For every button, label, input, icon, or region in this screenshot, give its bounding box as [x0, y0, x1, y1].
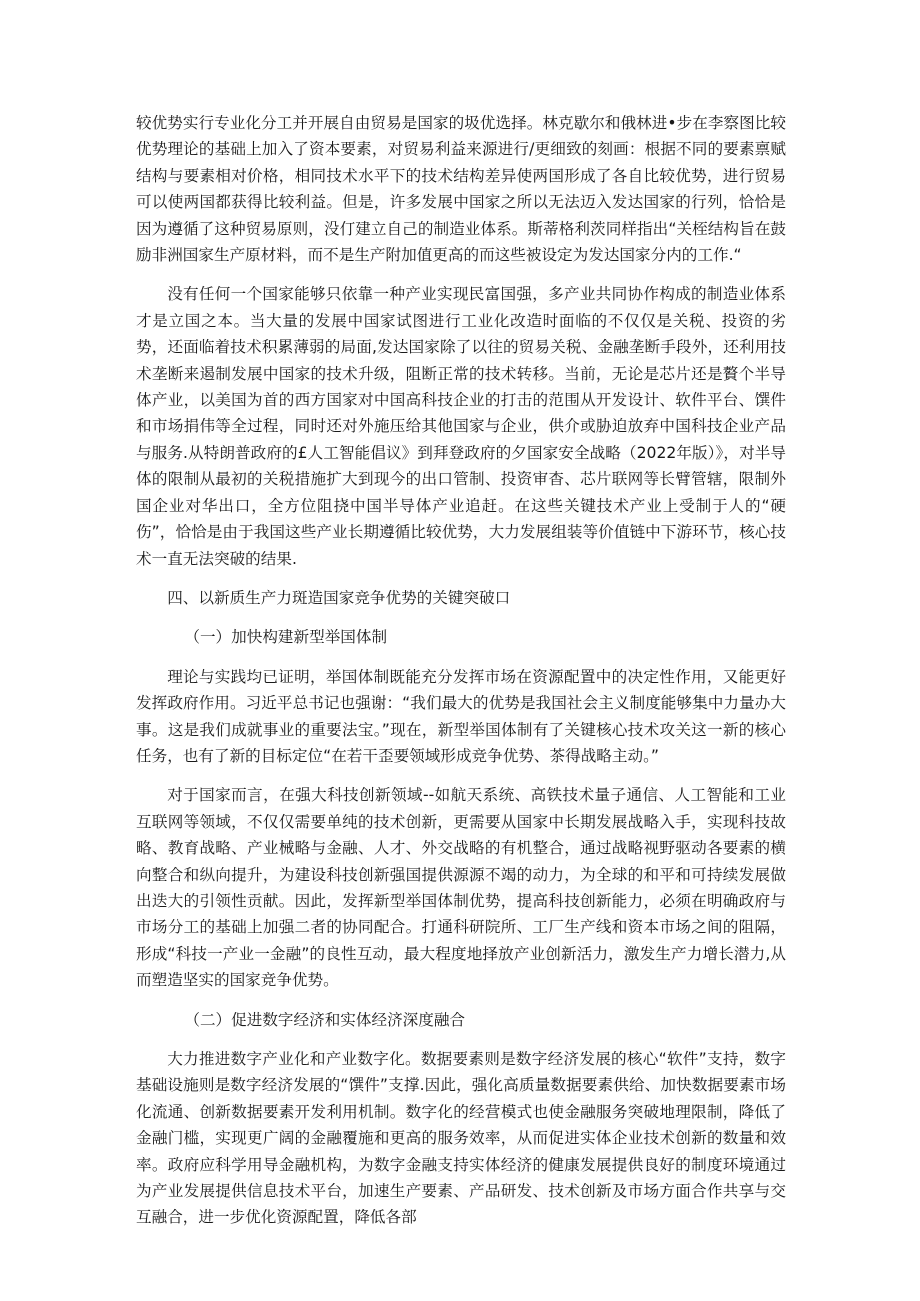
paragraph-comparative-advantage: 较优势实行专业化分工并开展自由贸易是国家的圾优选择。林克歇尔和俄林进•步在李察图比较优势理论的基础上加入了资本要素，对贸易利益来源进行/更细致的刻画：根据不同的要素禀赋结构与要素相对价格，相同技术水平下的技术结构差异使两国形成了各自比较优势，进行贸易可以使两国都获得比较利益。但是，许多发展中国家之所以无法迈入发达国家的行列，恰恰是因为遵循了这种贸易原则，没仃建立自己的制造业体系。斯蒂格利茨同样指出“关桎结构旨在鼓励非洲国家生产原材料，而不是生产附加值更高的而这些被设定为发达国家分内的工作.“: [136, 114, 786, 265]
section-heading-4: 四、以新质生产力斑造国家竞争优势的关键突破口: [167, 588, 511, 607]
subsection-heading-1: （一）加快构建新型举国体制: [184, 628, 388, 647]
paragraph-tech-innovation: 对于国家而言，在强大科技创新领域--如航天系统、高铁技术量子通信、人工智能和工业互联网等领域，不仅仅需要单纯的技术创新，更需要从国家中长期发展战略入手，实现科技故略、教育战略、产业械略与金融、人才、外交战略的有机整合，通过战略视野驱动各要素的横向整合和纵向提升，为建设科技创新强国提供源源不竭的动力，为全球的和平和可持续发展做出迭大的引领性贡献。因此，发挥新型举国体制优势，提高科技创新能力，必须在明确政府与市场分工的基础上加强二者的协同配合。打通科研院所、工厂生产线和资本市场之间的阻隔，形成“科技一产业一金融”的良性互动，最大程度地择放产业创新活力，激发生产力增长潜力,从而塑造坚实的国家竞争优势。: [136, 786, 786, 990]
paragraph-national-system: 理论与实践均已证明，举国体制既能充分发挥市场在资源配置中的决定性作用，又能更好发挥政府作用。习近平总书记也强谢：“我们最大的优势是我国社会主义制度能够集中力量办大事。这是我们成就事业的重要法宝。”现在，新型举国体制有了关键核心技术攻关这一新的核心任务，也有了新的目标定位“在若干歪要领域形成竞争优势、茶得战略主动。”: [136, 667, 786, 765]
document-page: [136, 110, 786, 1244]
paragraph-manufacturing-system: 没有任何一个国家能够只依靠一种产业实现民富国强，多产业共同协作构成的制造业体系才是立国之本。当大量的发展中国家试图进行工业化改造时面临的不仅仅是关税、投资的劣势，还面临着技术积累薄弱的局面,发达国家除了以往的贸易关税、金融垄断手段外，还利用技术垄断来遏制发展中国家的技术升级，阻断正常的技术转移。当前，无论是芯片还是贅个半导体产业，以美国为首的西方国家对中国高科技企业的打击的范围从开发设计、软件平台、馔件和市场捐伟等全过程，同时还对外施压给其他国家与企业，供介或胁迫放弃中国科技企业产品与服务.从特朗普政府的£人工智能倡议》到拜登政府的夕国家安全战略（2022年版）》，对半导体的限制从最初的关税措施扩大到现今的出口管制、投资审杳、芯片联网等长臂管辖，限制外国企业对华出口，全方位阻挠中国半导体产业追赶。在这些关键技术产业上受制于人的“硬伤”，恰恰是由于我国这些产业长期遵循比较优势，大力发展组装等价值链中下游环节，核心技术一直无法突破的结果.: [136, 285, 786, 568]
paragraph-digital-economy: 大力推进数字产业化和产业数字化。数据要素则是数字经济发展的核心“软件”支持，数字基础设施则是数字经济发展的“馔件”支撑.因此，强化高质量数据要素供给、加快数据要素市场化流通、创新数据要素开发利用机制。数字化的经营模式也使金融服务突破地理限制，降低了金融门槛，实现更广阔的金融覆施和更高的服务效率，从而促进实体企业技术创新的数量和效率。政府应科学用导金融机构，为数字金融支持实体经济的健康发展提供良好的制度环境通过为产业发展提供信息技术平台，加速生产要素、产品研发、技术创新及市场方面合作共享与交互融合，进一步优化资源配置，降低各部: [136, 1050, 786, 1227]
subsection-heading-2: （二）促进数字经济和实体经济深度融合: [184, 1010, 466, 1029]
